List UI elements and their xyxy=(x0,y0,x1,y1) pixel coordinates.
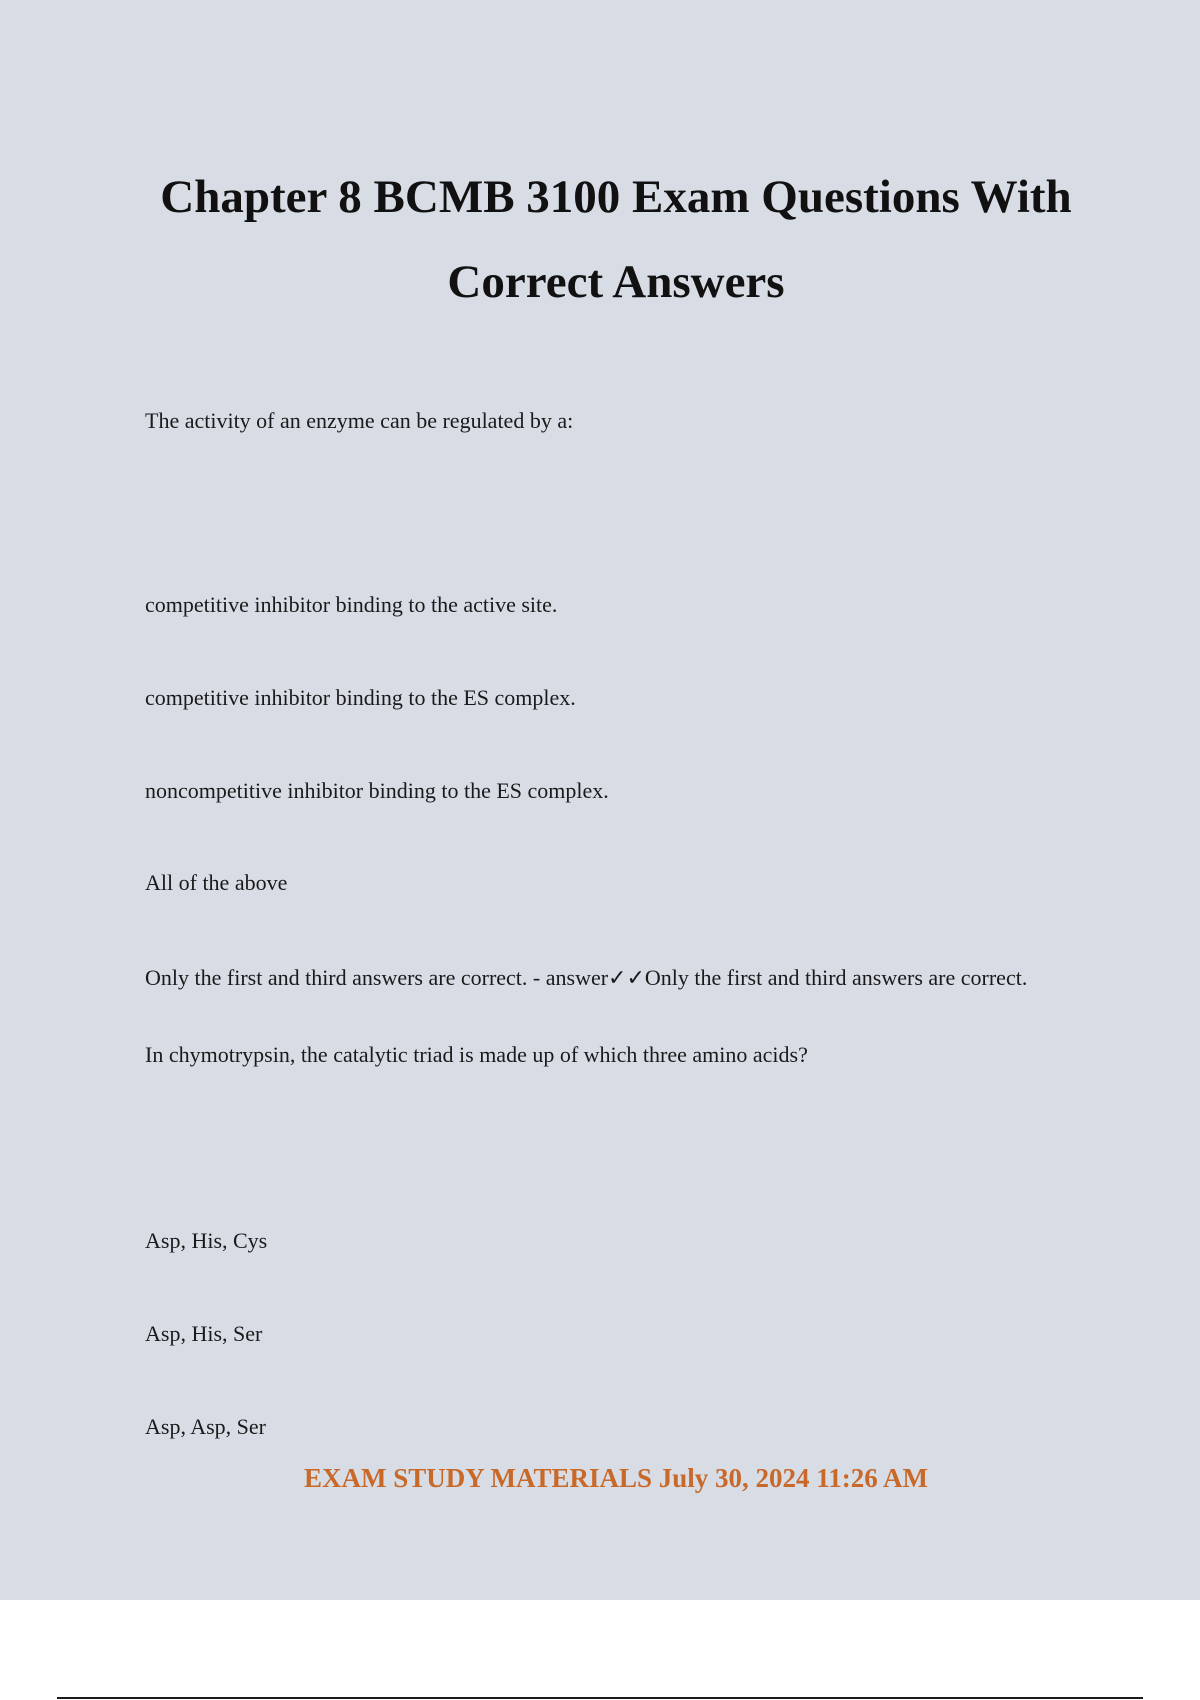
question-1-option-2: competitive inhibitor binding to the ES complex. xyxy=(145,685,576,710)
question-1-option-1: competitive inhibitor binding to the active site. xyxy=(145,592,558,617)
question-1-option-3: noncompetitive inhibitor binding to the ES complex. xyxy=(145,778,609,803)
question-1-answer: Only the first and third answers are correct. - answer✓✓Only the first and third answers are correct. xyxy=(145,965,1028,990)
question-2-prompt: In chymotrypsin, the catalytic triad is made up of which three amino acids? xyxy=(145,1042,808,1067)
question-1-option-4: All of the above xyxy=(145,870,288,895)
question-2-option-3: Asp, Asp, Ser xyxy=(145,1414,267,1439)
document-title-line-2: Correct Answers xyxy=(447,256,785,308)
question-1-prompt: The activity of an enzyme can be regulated by a: xyxy=(145,408,574,433)
question-2-option-2: Asp, His, Ser xyxy=(145,1321,263,1346)
page-bottom-rule xyxy=(57,1697,1143,1699)
question-2-option-1: Asp, His, Cys xyxy=(145,1228,268,1253)
study-materials-watermark: EXAM STUDY MATERIALS July 30, 2024 11:26 AM xyxy=(303,1463,929,1493)
document-title-line-1: Chapter 8 BCMB 3100 Exam Questions With xyxy=(160,171,1072,223)
